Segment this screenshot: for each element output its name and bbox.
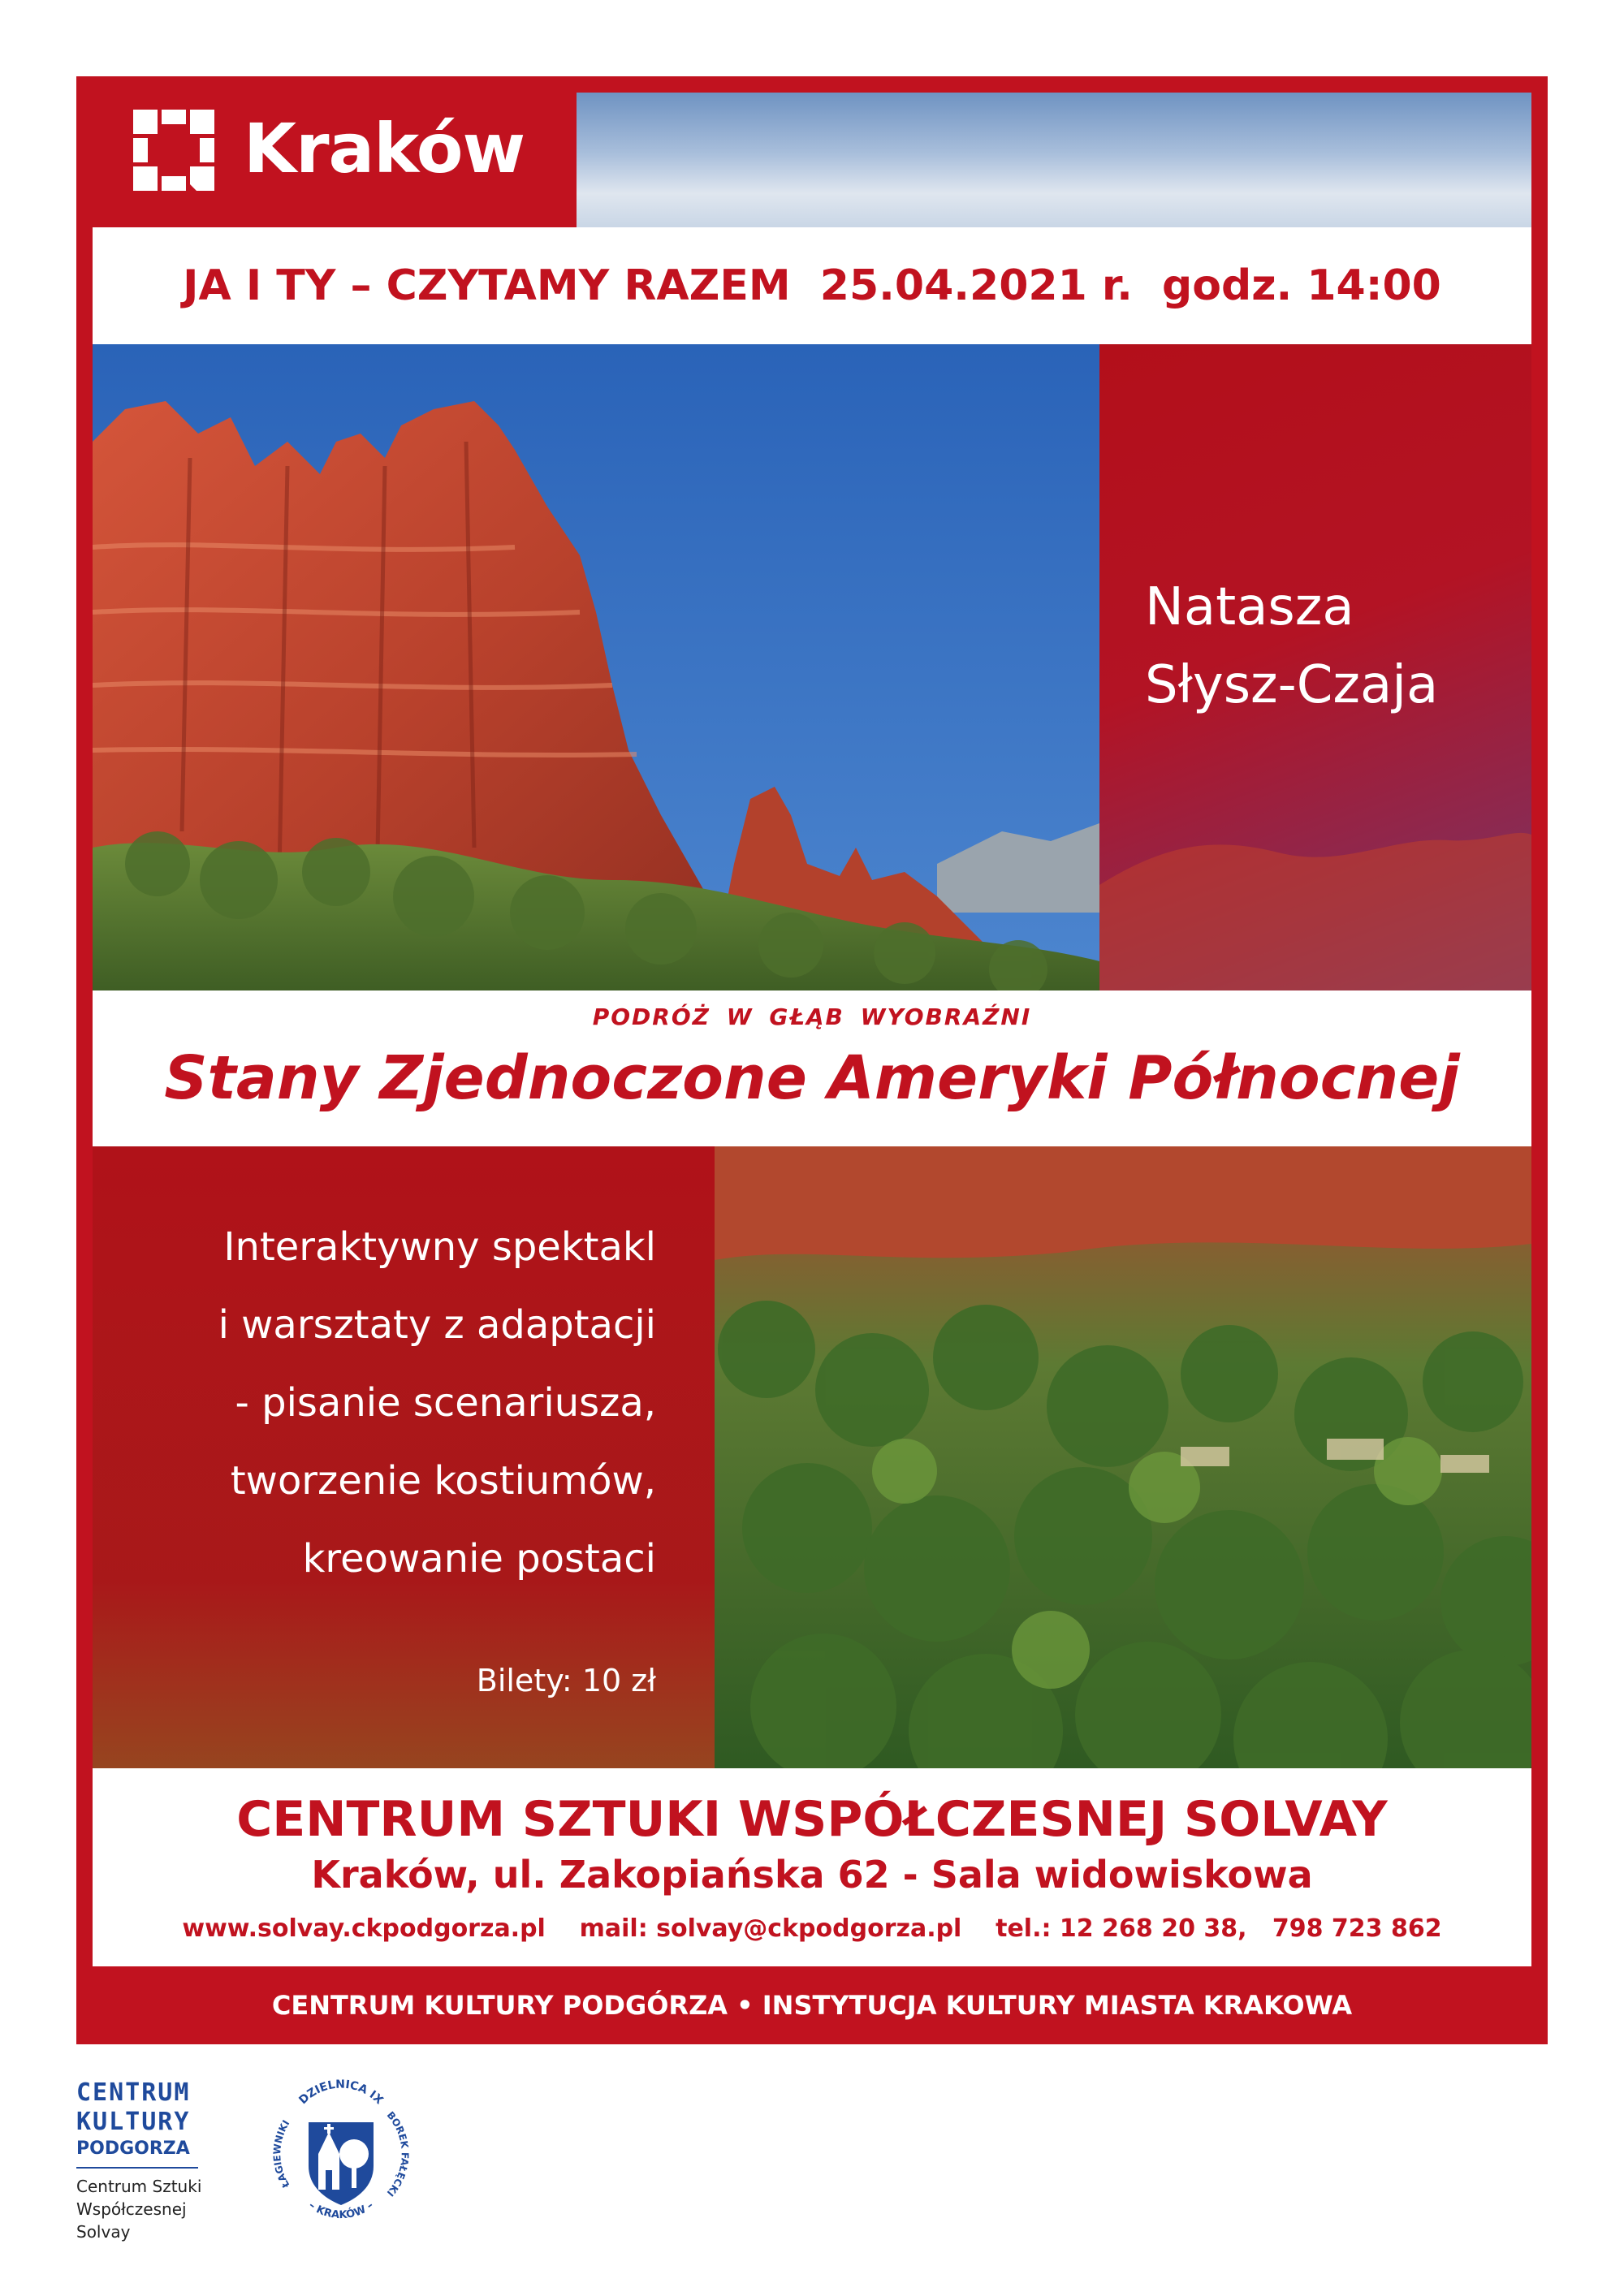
dzielnica-ix-seal-logo <box>268 2077 414 2223</box>
main-title: Stany Zjednoczone Ameryki Północnej <box>164 1043 1460 1113</box>
author-last-name: Słysz-Czaja <box>1145 655 1439 715</box>
venue-address: Kraków, ul. Zakopiańska 62 - Sala widowiskowa <box>311 1853 1313 1897</box>
author-first-name: Natasza <box>1145 577 1354 637</box>
ck-caption-line3: Solvay <box>76 2222 131 2242</box>
ck-logo-line2: KULTURY <box>76 2108 191 2136</box>
seal-bottom-text: – KRAKÓW – <box>306 2199 376 2222</box>
title-kicker: PODRÓŻ W GŁĄB WYOBRAŹNI <box>592 1003 1032 1030</box>
footer-institution: CENTRUM KULTURY PODGÓRZA • INSTYTUCJA KULTURY MIASTA KRAKOWA <box>271 1990 1353 2021</box>
ck-logo-line1: CENTRUM <box>76 2078 191 2107</box>
venue-contact: www.solvay.ckpodgorza.pl mail: solvay@ckpodgorza.pl tel.: 12 268 20 38, 798 723 862 <box>182 1914 1442 1943</box>
red-rock-cliff-photo <box>93 344 1099 990</box>
seal-left-text: ŁAGIEWNIKI <box>271 2117 292 2190</box>
ck-logo-line3: PODGORZA <box>76 2138 190 2159</box>
venue-name: CENTRUM SZTUKI WSPÓŁCZESNEJ SOLVAY <box>236 1791 1388 1848</box>
ck-caption-line2: Współczesnej <box>76 2199 187 2219</box>
description-line: tworzenie kostiumów, <box>230 1458 656 1504</box>
description-line: - pisanie scenariusza, <box>235 1380 656 1426</box>
krakow-city-logo-icon <box>132 108 216 192</box>
centrum-kultury-podgorza-logo <box>76 2078 201 2243</box>
event-headline: JA I TY – CZYTAMY RAZEM 25.04.2021 r. godz. 14:00 <box>183 261 1441 310</box>
svg-text:DZIELNICA IX <box>296 2078 386 2108</box>
ticket-price: Bilety: 10 zł <box>476 1663 656 1698</box>
krakow-logo-text: Kraków <box>244 109 525 188</box>
author-panel-rock-overlay <box>1099 812 1531 990</box>
svg-text:ŁAGIEWNIKI <box>271 2118 292 2190</box>
ck-logo-divider <box>76 2167 198 2169</box>
seal-right-text: BOREK FAŁĘCKI <box>384 2109 411 2199</box>
description-line: i warsztaty z adaptacji <box>218 1302 656 1348</box>
ck-caption-line1: Centrum Sztuki <box>76 2177 202 2196</box>
description-line: Interaktywny spektakl <box>223 1224 656 1270</box>
author-name <box>1145 568 1438 724</box>
description-line: kreowanie postaci <box>302 1536 656 1582</box>
sky-photo-strip <box>577 93 1531 227</box>
event-description <box>114 1208 656 1598</box>
seal-top-text: DZIELNICA IX <box>296 2078 386 2108</box>
svg-text:BOREK FAŁĘCKI <box>385 2109 411 2199</box>
